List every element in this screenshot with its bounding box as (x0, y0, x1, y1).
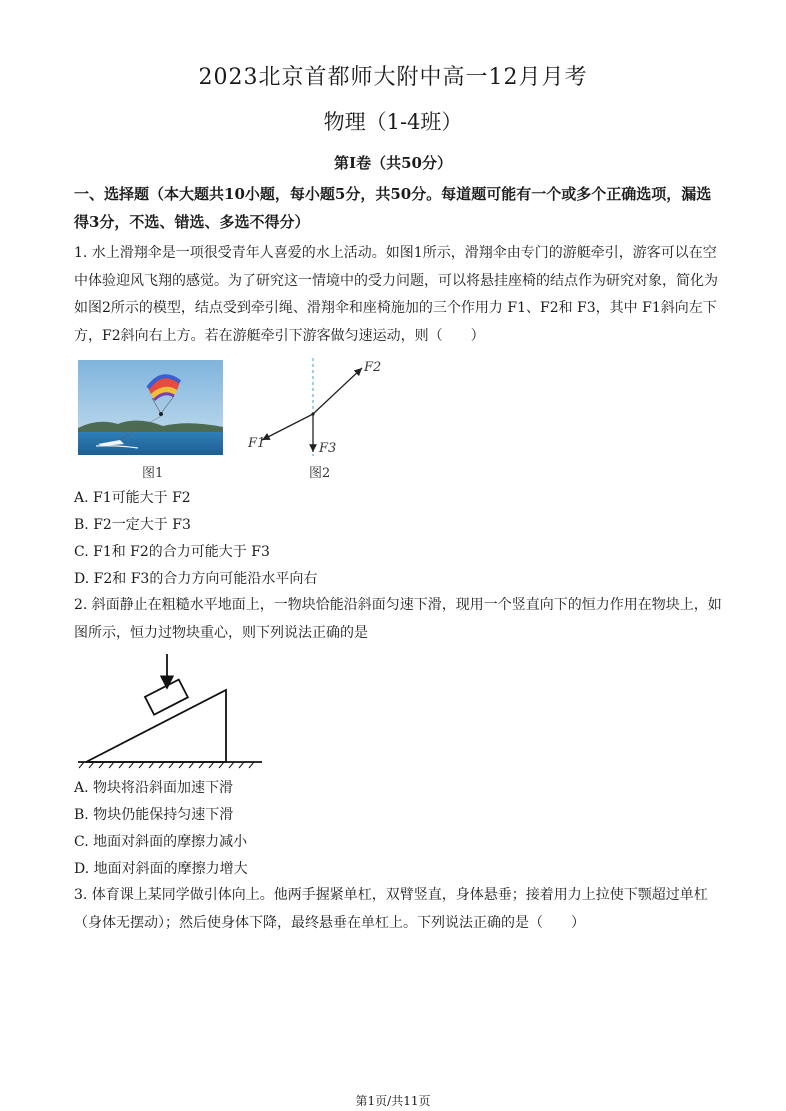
ground-hatching (79, 762, 254, 768)
q1-option-c: C. F1和 F2的合力可能大于 F3 (74, 544, 270, 560)
page-footer: 第1页/共11页 (355, 1094, 431, 1108)
q2-option-b: B. 物块仍能保持匀速下滑 (74, 807, 234, 823)
figure-1-caption: 图1 (142, 466, 164, 481)
question-3-stem: 3. 体育课上某同学做引体向上。他两手握紧单杠，双臂竖直，身体悬垂；接着用力上拉使下颚超过单杠（身体无摆动）；然后使身体下降，最终悬垂在单杠上。下列说法正确的是（ ） (74, 887, 708, 931)
question-2-stem: 2. 斜面静止在粗糙水平地面上，一物块恰能沿斜面匀速下滑，现用一个竖直向下的恒力作用在物块上，如图所示，恒力过物块重心，则下列说法正确的是 (74, 597, 722, 641)
force-f1-arrow (262, 414, 313, 440)
force-f1-label: F1 (248, 436, 266, 451)
page-title: 2023北京首都师大附中高一12月月考 (198, 65, 588, 90)
parasail-photo-illustration (78, 360, 223, 455)
subject-subtitle: 物理（1-4班） (323, 110, 463, 134)
knot-point (311, 412, 314, 415)
q1-option-a: A. F1可能大于 F2 (74, 490, 191, 506)
section-heading: 一、选择题（本大题共10小题，每小题5分，共50分。每道题可能有一个或多个正确选项，漏选得3分，不选、错选、多选不得分） (74, 185, 712, 231)
force-f3-label: F3 (319, 441, 337, 456)
incline-svg (74, 650, 264, 770)
force-f2-label: F2 (364, 360, 382, 375)
q1-option-d: D. F2和 F3的合力方向可能沿水平向右 (74, 571, 318, 587)
q2-option-c: C. 地面对斜面的摩擦力减小 (74, 834, 248, 850)
figure-incline-diagram (74, 650, 264, 770)
q2-option-d: D. 地面对斜面的摩擦力增大 (74, 861, 248, 877)
figure-1-photo (78, 360, 223, 455)
force-f2-arrow (313, 368, 362, 414)
q2-option-a: A. 物块将沿斜面加速下滑 (74, 780, 234, 796)
figure-2-force-diagram (240, 356, 390, 466)
figure-2-caption: 图2 (309, 466, 331, 481)
q1-option-b: B. F2一定大于 F3 (74, 517, 191, 533)
volume-heading: 第Ⅰ卷（共50分） (334, 154, 452, 172)
question-1-stem: 1. 水上滑翔伞是一项很受青年人喜爱的水上活动。如图1所示，滑翔伞由专门的游艇牵引，游客可以在空中体验迎风飞翔的感觉。为了研究这一情境中的受力问题，可以将悬挂座椅的结点作为研究对象，简化为如图2所示的模型，结点受到牵引绳、滑翔伞和座椅施加的三个作用力 F1、F2和 F3，其中 F1斜向左下方，F2斜向右上方。若在游艇牵引下游客做匀速运动，则（ ） (74, 245, 718, 344)
